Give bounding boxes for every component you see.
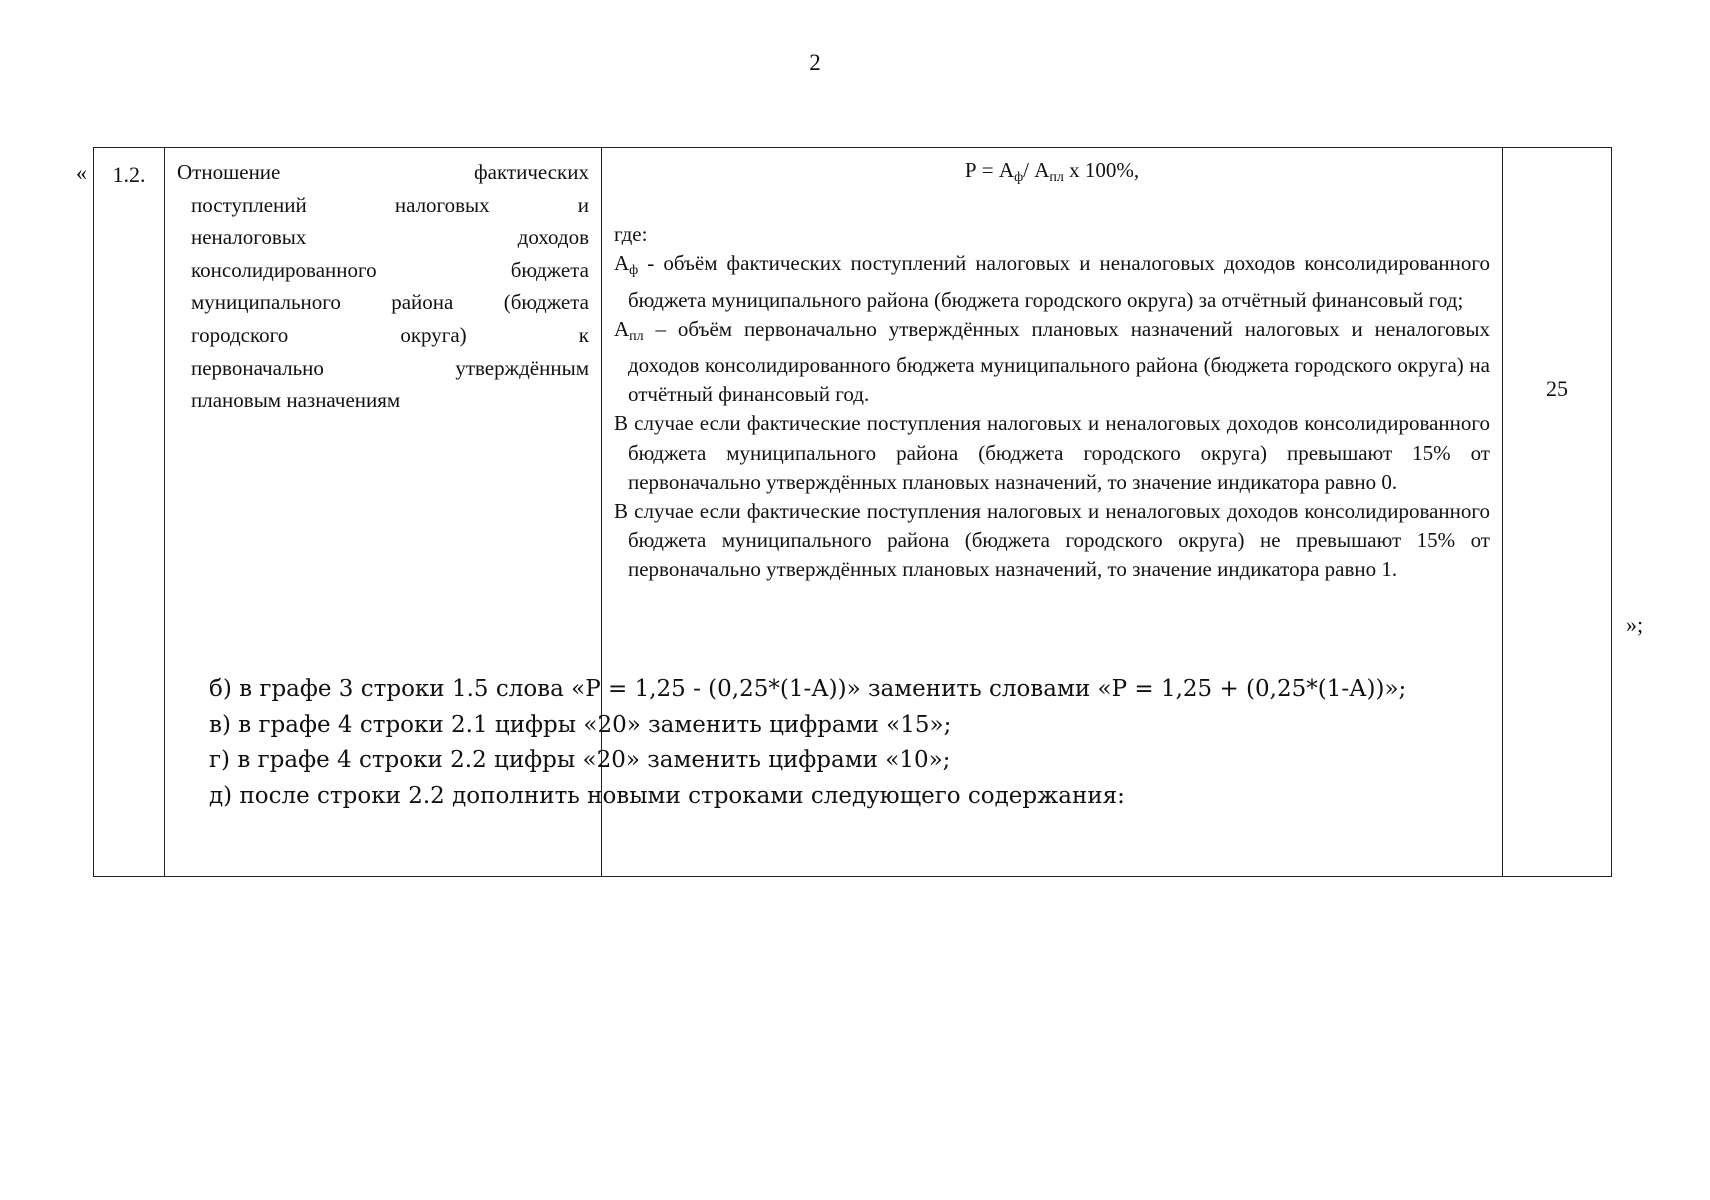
amendment-item: д) после строки 2.2 дополнить новыми строками следующего содержания: bbox=[209, 782, 1125, 809]
amendment-item: в) в графе 4 строки 2.1 цифры «20» заменить цифрами «15»; bbox=[209, 711, 952, 738]
row-number: 1.2. bbox=[112, 162, 146, 187]
weight-value: 25 bbox=[1546, 376, 1568, 401]
where-label: где: bbox=[614, 222, 648, 247]
weight-cell bbox=[1503, 148, 1612, 877]
indicator-name-line: городского округа) к bbox=[191, 322, 589, 347]
formula: $Р = А_ф/$ $А_{пл}$ х 100%, bbox=[964, 158, 1140, 185]
indicator-name-line: плановым назначениям bbox=[191, 388, 401, 413]
indicator-name-line: первоначально утверждённым bbox=[191, 355, 589, 380]
amendment-item: г) в графе 4 строки 2.2 цифры «20» заменить цифрами «10»; bbox=[209, 747, 951, 773]
indicator-name-line: неналоговых доходов bbox=[191, 225, 589, 250]
indicator-name-line: консолидированного бюджета bbox=[191, 257, 589, 282]
indicator-name-line: Отношение фактических bbox=[177, 160, 589, 184]
definition-planned: $А_{пл}$ – объём первоначально утверждённых плановых назначений налоговых и неналоговых доходов консолидированного бюджета муниципального района (бюджета городского округа) на отчётный финансовый год. bbox=[614, 316, 1490, 407]
case-exceeds: В случае если фактические поступления налоговых и неналоговых доходов консолидированного бюджета муниципального района (бюджета городского округа) превышают 15% от первоначально утверждённых плановых назначений, то значение индикатора равно 0. bbox=[614, 411, 1490, 494]
closing-quote-mark: »; bbox=[1626, 612, 1644, 637]
indicator-name-line: поступлений налоговых и bbox=[191, 192, 589, 217]
indicator-name-line: муниципального района (бюджета bbox=[191, 290, 589, 315]
amendment-item: б) в графе 3 строки 1.5 слова «Р = 1,25 - (0,25*(1-А))» заменить словами «Р = 1,25 + (0,25*(1-А))»; bbox=[209, 676, 1407, 702]
page-number: 2 bbox=[809, 50, 821, 75]
amendments-list bbox=[209, 672, 1406, 814]
opening-quote-mark: « bbox=[76, 160, 87, 185]
definition-actual: $А_ф$ - объём фактических поступлений налоговых и неналоговых доходов консолидированного бюджета муниципального района (бюджета городского округа) за отчётный финансовый год; bbox=[614, 251, 1490, 312]
case-not-exceeds: В случае если фактические поступления налоговых и неналоговых доходов консолидированного бюджета муниципального района (бюджета городского округа) не превышают 15% от первоначально утверждённых плановых назначений, то значение индикатора равно 1. bbox=[614, 499, 1490, 582]
row-number-cell bbox=[94, 148, 165, 877]
